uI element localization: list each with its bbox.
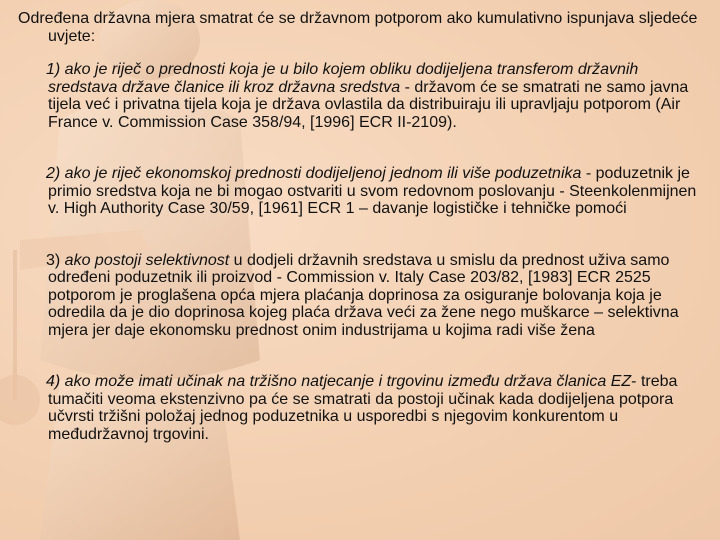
condition-3-emphasis: ako postoji selektivnost (64, 251, 230, 269)
condition-1 (18, 61, 708, 131)
condition-3 (18, 252, 708, 340)
condition-1-text: - državom će se smatrati ne samo javna tijela već i privatna tijela koja je država ovlastila da distribuiraju ili upravljaju potporom (Air France v. Commission Case 358/94, [1996] ECR II-2109). (48, 78, 689, 131)
condition-4-emphasis: 4) ako može imati učinak na tržišno natjecanje i trgovinu između država članica EZ (46, 373, 632, 390)
condition-4 (18, 373, 708, 443)
condition-3-text: u dodjeli državnih sredstava u smislu da prednost uživa samo određeni poduzetnik ili proizvod - Commission v. Italy Case 203/82, [1983] ECR 2525 potporom je proglašena opća mjera plaćanja doprinosa za osiguranje bolovanja koja je odredila da je dio doprinosa kojeg plaća država veći za žene nego muškarce – selektivna mjera jer daje ekonomsku prednost onim industrijama u kojima radi više žena (48, 251, 679, 339)
condition-3-prefix: 3) (46, 251, 65, 269)
text-body (18, 10, 708, 443)
condition-2-emphasis: 2) ako je riječ ekonomskoj prednosti dodijeljenoj jednom ili više poduzetnika (46, 165, 582, 182)
condition-1-emphasis: 1) ako je riječ o prednosti koja je u bilo kojem obliku dodijeljena transferom državnih sredstava države članice ili kroz državna sredstva (46, 61, 639, 96)
condition-4-text: - treba tumačiti veoma ekstenzivno pa će se smatrati da postoji učinak kada dodijeljena potpora učvrsti tržišni položaj jednog poduzetnika u usporedbi s njegovim konkurentom u međudržavnoj trgovini. (48, 373, 678, 443)
condition-2-text: - poduzetnik je primio sredstva koja ne bi mogao ostvariti u svom redovnom poslovanju - Steenkolenmijnen v. High Authority Case 30/59, [1961] ECR 1 – davanje logističke i tehničke pomoći (48, 165, 697, 217)
condition-2 (18, 165, 708, 218)
intro-paragraph: Određena državna mjera smatrat će se državnom potporom ako kumulativno ispunjava sljedeće uvjete: (18, 10, 698, 45)
